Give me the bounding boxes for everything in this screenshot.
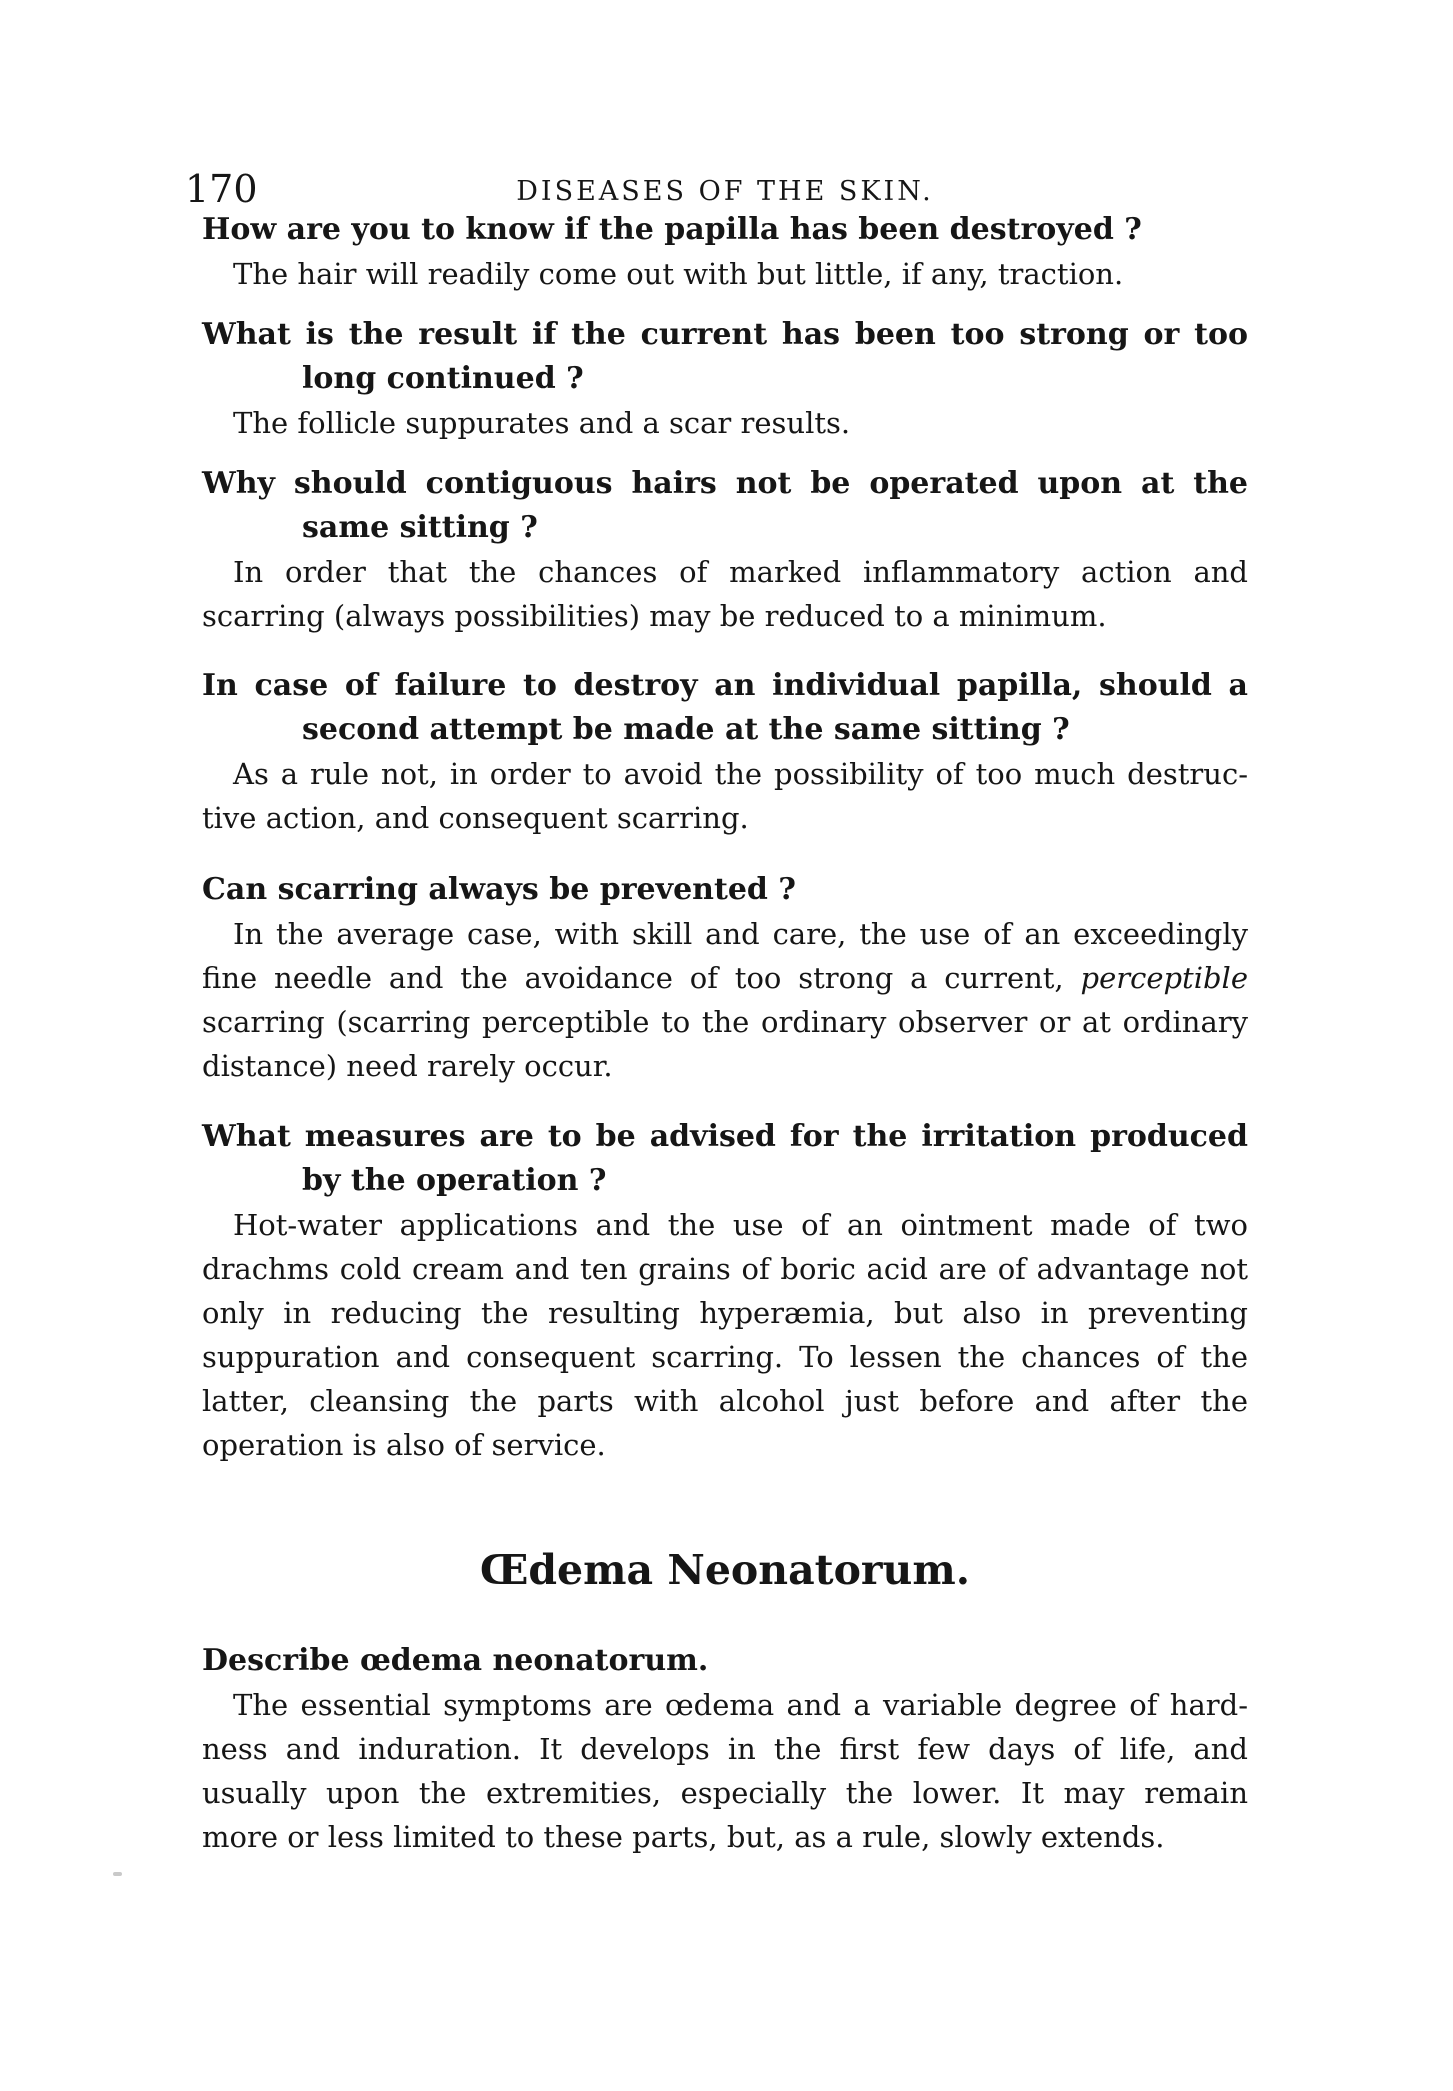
book-page	[185, 0, 1248, 1859]
qa-block-1	[202, 208, 1248, 296]
qa-block-2	[202, 313, 1248, 445]
text-line: long continued ?	[302, 361, 584, 396]
qa-block-4	[202, 664, 1248, 840]
text-line: by the operation ?	[302, 1163, 607, 1198]
question-text	[202, 868, 1248, 912]
text-line: drachms cold cream and ten grains of boric acid are of advantage not	[202, 1252, 1248, 1286]
question-text	[202, 1639, 1248, 1683]
italic-text: perceptible	[1080, 961, 1248, 995]
answer-text	[202, 550, 1248, 638]
text-line: only in reducing the resulting hyperæmia, but also in preventing	[202, 1296, 1248, 1330]
text-line: In case of failure to destroy an individual papilla, should a	[202, 668, 1248, 703]
running-head	[185, 160, 1248, 211]
text-line: Why should contiguous hairs not be operated upon at the	[202, 466, 1248, 501]
scan-artifact	[113, 1872, 122, 1876]
text-line: The essential symptoms are œdema and a variable degree of hard-	[233, 1688, 1248, 1722]
text-line: distance) need rarely occur.	[202, 1049, 613, 1083]
answer-text	[202, 1203, 1248, 1467]
page-number: 170	[185, 167, 258, 211]
text-line: scarring (always possibilities) may be reduced to a minimum.	[202, 599, 1107, 633]
text-line: Describe œdema neonatorum.	[202, 1643, 709, 1678]
text-line: As a rule not, in order to avoid the possibility of too much destruc-	[233, 757, 1248, 791]
answer-text	[202, 912, 1248, 1088]
answer-text	[202, 252, 1248, 296]
answer-text	[202, 752, 1248, 840]
text-line: How are you to know if the papilla has been destroyed ?	[202, 212, 1142, 247]
question-text	[202, 313, 1248, 401]
text-line: tive action, and consequent scarring.	[202, 801, 749, 835]
text-line: suppuration and consequent scarring. To lessen the chances of the	[202, 1340, 1248, 1374]
text-line: Can scarring always be prevented ?	[202, 872, 796, 907]
section-heading: Œdema Neonatorum.	[480, 1546, 970, 1594]
qa-block-7	[202, 1639, 1248, 1859]
text-line: What is the result if the current has been too strong or too	[202, 317, 1248, 352]
running-title: DISEASES OF THE SKIN.	[516, 176, 934, 207]
text-line: more or less limited to these parts, but, as a rule, slowly extends.	[202, 1820, 1165, 1854]
text-line: In the average case, with skill and care, the use of an exceedingly	[233, 917, 1248, 951]
text-line: What measures are to be advised for the irritation produced	[202, 1119, 1248, 1154]
text-line: In order that the chances of marked inflammatory action and	[233, 555, 1248, 589]
text-line: usually upon the extremities, especially the lower. It may remain	[202, 1776, 1248, 1810]
text-line: second attempt be made at the same sitting ?	[302, 712, 1070, 747]
question-text	[202, 462, 1248, 550]
text-line: same sitting ?	[302, 510, 538, 545]
text-line: ness and induration. It develops in the first few days of life, and	[202, 1732, 1248, 1766]
text-line: Hot-water applications and the use of an ointment made of two	[233, 1208, 1248, 1242]
answer-text	[202, 401, 1248, 445]
qa-block-3	[202, 462, 1248, 638]
question-text	[202, 208, 1248, 252]
text-line: fine needle and the avoidance of too strong a current, perceptible	[202, 961, 1248, 995]
question-text	[202, 664, 1248, 752]
qa-block-5	[202, 868, 1248, 1088]
question-text	[202, 1115, 1248, 1203]
text-line: scarring (scarring perceptible to the ordinary observer or at ordinary	[202, 1005, 1248, 1039]
answer-text	[202, 1683, 1248, 1859]
text-line: The follicle suppurates and a scar results.	[233, 406, 851, 440]
text-line: operation is also of service.	[202, 1428, 606, 1462]
text-line: latter, cleansing the parts with alcohol just before and after the	[202, 1384, 1248, 1418]
qa-block-6	[202, 1115, 1248, 1467]
text-line: The hair will readily come out with but little, if any, traction.	[233, 257, 1124, 291]
